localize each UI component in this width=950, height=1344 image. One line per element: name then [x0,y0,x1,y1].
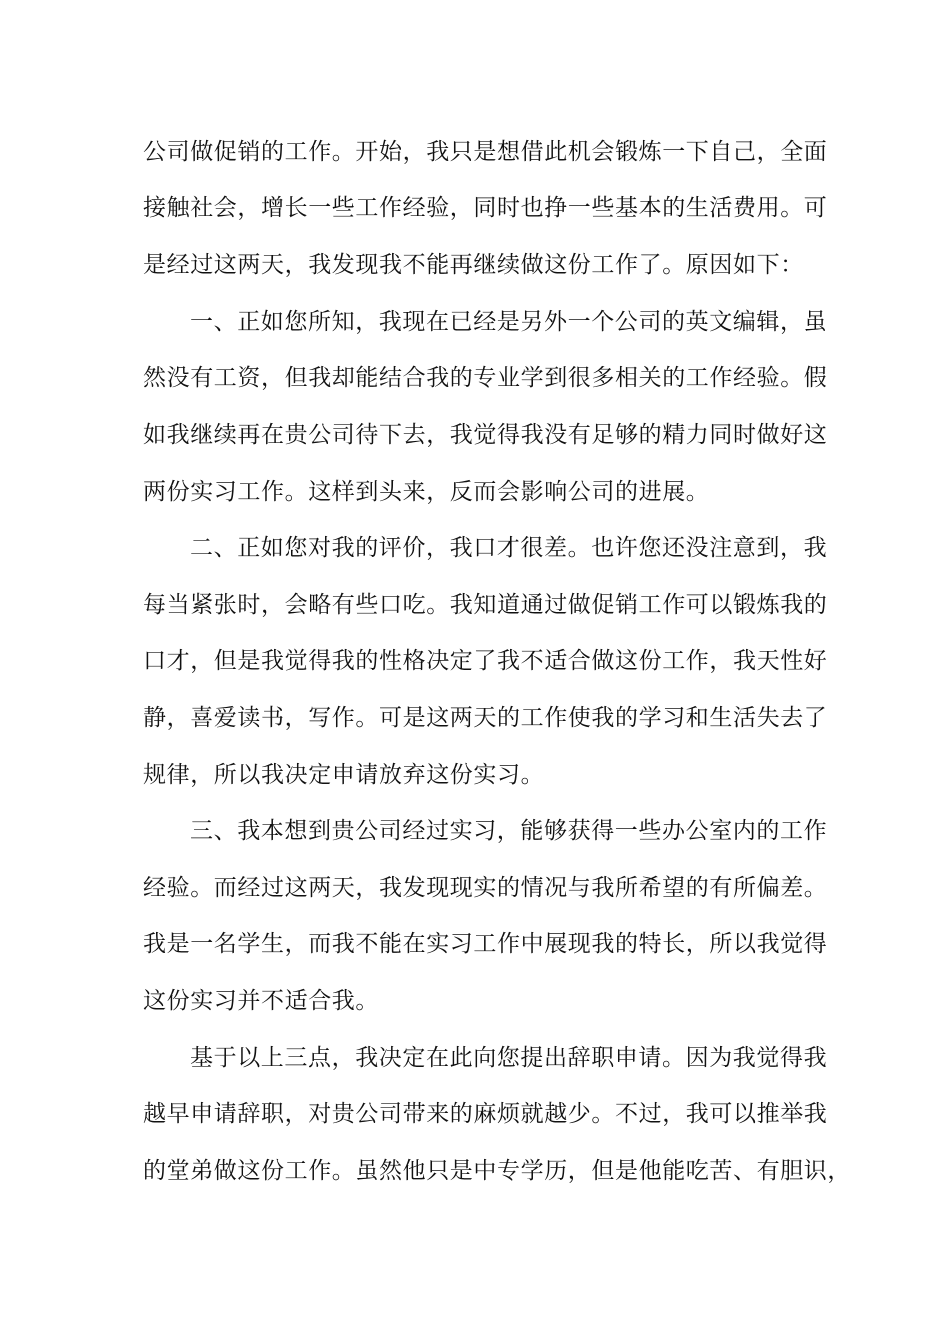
text-line: 规律，所以我决定申请放弃这份实习。 [143,762,545,788]
text-line: 然没有工资，但我却能结合我的专业学到很多相关的工作经验。假 [143,365,828,391]
paragraph-first-line: 二、正如您对我的评价，我口才很差。也许您还没注意到，我 [190,535,828,561]
text-line: 静，喜爱读书，写作。可是这两天的工作使我的学习和生活失去了 [143,705,828,731]
text-line: 每当紧张时，会略有些口吃。我知道通过做促销工作可以锻炼我的 [143,592,828,618]
paragraph-first-line: 一、正如您所知，我现在已经是另外一个公司的英文编辑，虽 [190,309,828,335]
text-line: 接触社会，增长一些工作经验，同时也挣一些基本的生活费用。可 [143,195,828,221]
text-line: 如我继续再在贵公司待下去，我觉得我没有足够的精力同时做好这 [143,422,828,448]
text-line: 口才，但是我觉得我的性格决定了我不适合做这份工作，我天性好 [143,648,828,674]
text-line: 我是一名学生，而我不能在实习工作中展现我的特长，所以我觉得 [143,931,828,957]
text-line: 这份实习并不适合我。 [143,988,379,1014]
text-line: 经验。而经过这两天，我发现现实的情况与我所希望的有所偏差。 [143,875,828,901]
paragraph-first-line: 三、我本想到贵公司经过实习，能够获得一些办公室内的工作 [190,818,828,844]
text-line: 公司做促销的工作。开始，我只是想借此机会锻炼一下自己，全面 [143,139,828,165]
text-line: 越早申请辞职，对贵公司带来的麻烦就越少。不过，我可以推举我 [143,1101,828,1127]
text-line: 是经过这两天，我发现我不能再继续做这份工作了。原因如下： [143,252,804,278]
text-line: 两份实习工作。这样到头来，反而会影响公司的进展。 [143,479,710,505]
text-line: 的堂弟做这份工作。虽然他只是中专学历，但是他能吃苦、有胆识， [143,1158,851,1184]
paragraph-first-line: 基于以上三点，我决定在此向您提出辞职申请。因为我觉得我 [190,1045,828,1071]
